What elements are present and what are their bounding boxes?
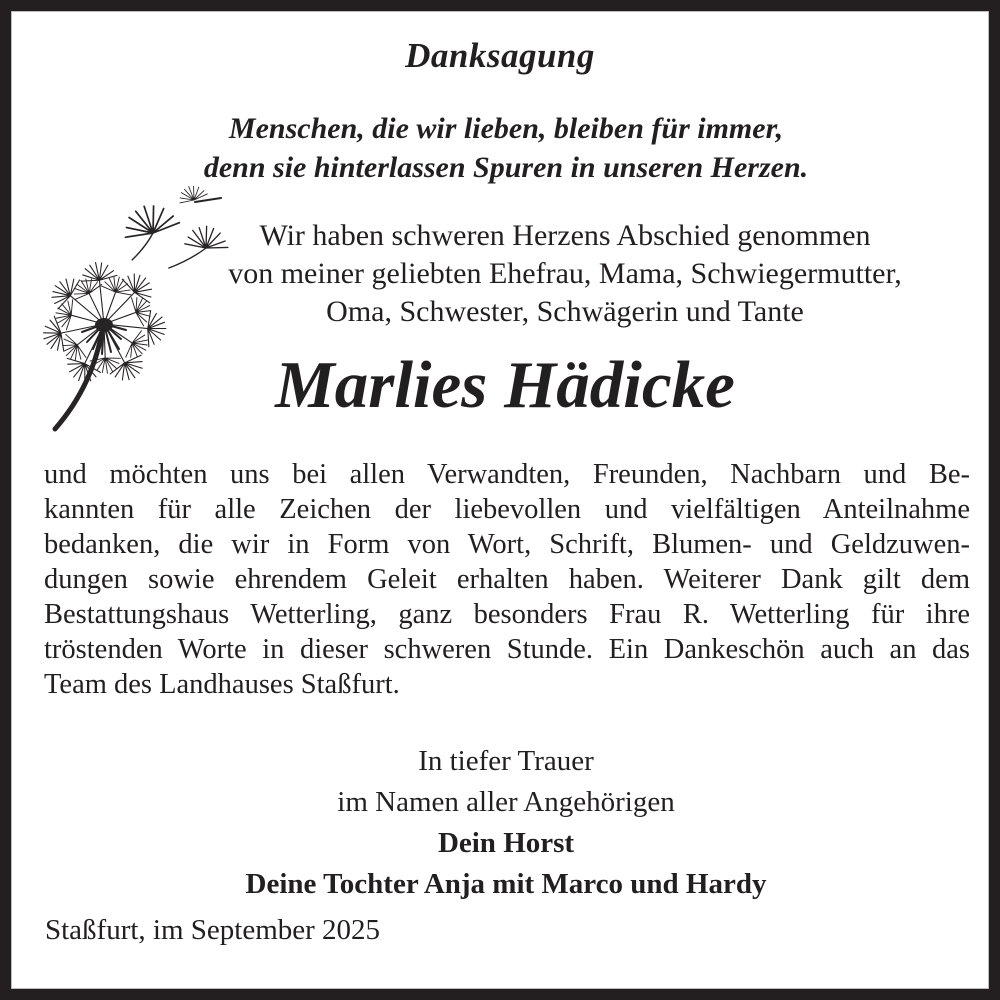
- epigraph-line-1: Menschen, die wir lieben, bleiben für immer,: [228, 112, 784, 145]
- closing-line-family: Deine Tochter Anja mit Marco und Hardy: [245, 868, 767, 900]
- place-date-line: Staßfurt, im September 2025: [45, 914, 381, 946]
- thanks-line: Bestattungshaus Wetterling, ganz besonders Frau R. Wetterling für ihre: [44, 599, 970, 630]
- thanks-line: tröstenden Worte in dieser schweren Stunde. Ein Dankeschön auch an das: [44, 634, 970, 665]
- thanks-line: bedanken, die wir in Form von Wort, Schrift, Blumen- und Geldzuwen-: [44, 529, 970, 560]
- thanks-paragraph: [44, 457, 970, 702]
- thanks-line: und möchten uns bei allen Verwandten, Freunden, Nachbarn und Be-: [44, 459, 970, 490]
- notice-title: Danksagung: [405, 36, 595, 75]
- closing-line-mourning: In tiefer Trauer: [418, 745, 594, 777]
- epigraph: [12, 109, 1000, 187]
- intro-line-2: von meiner geliebten Ehefrau, Mama, Schwiegermutter,: [228, 257, 902, 290]
- epigraph-line-2: denn sie hinterlassen Spuren in unseren Herzen.: [203, 151, 809, 184]
- thanks-line: kannten für alle Zeichen der liebevollen und vielfältigen Anteilnahme: [44, 494, 970, 525]
- deceased-name: Marlies Hädicke: [275, 348, 735, 422]
- intro-paragraph: [140, 217, 990, 331]
- intro-line-1: Wir haben schweren Herzens Abschied genommen: [259, 219, 871, 252]
- intro-line-3: Oma, Schwester, Schwägerin und Tante: [326, 295, 804, 328]
- closing-block: [12, 741, 1000, 905]
- thanks-line: dungen sowie ehrendem Geleit erhalten haben. Weiterer Dank gilt dem: [44, 564, 970, 595]
- thanks-line: Team des Landhauses Staßfurt.: [44, 669, 400, 700]
- closing-line-on-behalf: im Namen aller Angehörigen: [337, 786, 675, 818]
- closing-line-husband: Dein Horst: [437, 827, 575, 859]
